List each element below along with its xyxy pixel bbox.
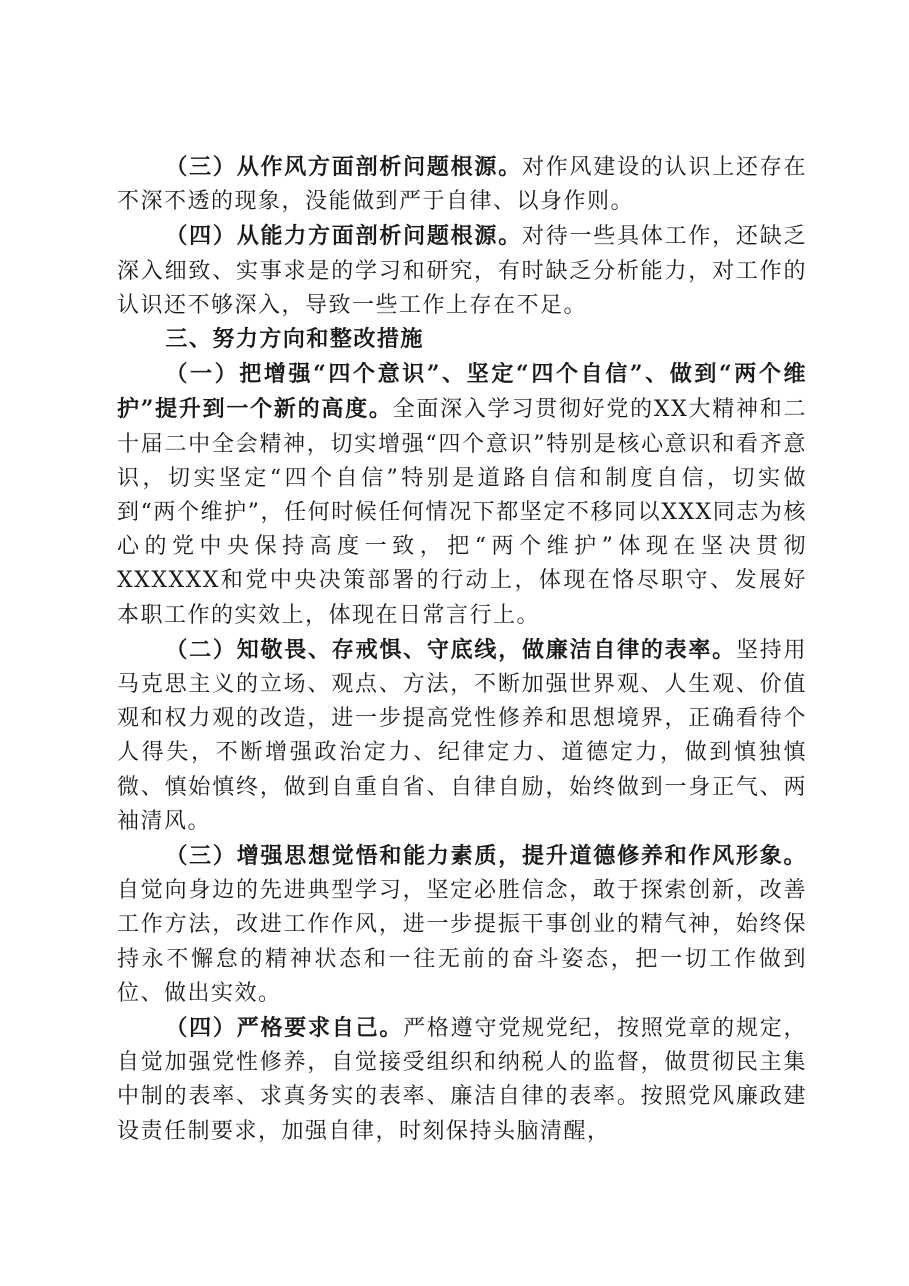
paragraph-style-root-cause xyxy=(117,150,807,219)
paragraph-lead: （一）把增强“四个意识”、坚定“四个自信”、做到“两个维护”提升到一个新的高度。 xyxy=(117,361,807,423)
paragraph-lead: （四）严格要求自己。 xyxy=(165,1015,404,1042)
measure-paragraph-3 xyxy=(117,839,807,1011)
paragraph-text: 坚持用马克思主义的立场、观点、方法，不断加强世界观、人生观、价值观和权力观的改造，进一步提高党性修养和思想境界，正确看待个人得失，不断增强政治定力、纪律定力、道德定力，做到慎独慎微、慎始慎终，做到自重自省、自律自励，始终做到一身正气、两袖清风。 xyxy=(117,637,807,834)
measure-paragraph-4 xyxy=(117,1011,807,1149)
measure-paragraph-2 xyxy=(117,633,807,839)
paragraph-text: 全面深入学习贯彻好党的XX大精神和二十届二中全会精神，切实增强“四个意识”特别是核心意识和看齐意识，切实坚定“四个自信”特别是道路自信和制度自信，切实做到“两个维护”，任何时候任何情况下都坚定不移同以XXX同志为核心的党中央保持高度一致，把“两个维护”体现在坚决贯彻XXXXXX和党中央决策部署的行动上，体现在恪尽职守、发展好本职工作的实效上，体现在日常言行上。 xyxy=(117,397,808,628)
paragraph-ability-root-cause xyxy=(117,219,807,323)
document-body xyxy=(117,150,807,1149)
paragraph-lead: （四）从能力方面剖析问题根源。 xyxy=(165,223,522,250)
paragraph-lead: （三）从作风方面剖析问题根源。 xyxy=(165,154,522,180)
paragraph-text: 严格遵守党规党纪，按照党章的规定，自觉加强党性修养，自觉接受组织和纳税人的监督，做贯彻民主集中制的表率、求真务实的表率、廉洁自律的表率。按照党风廉政建设责任制要求，加强自律，时刻保持头脑清醒， xyxy=(117,1016,807,1144)
paragraph-lead: （三）增强思想觉悟和能力素质，提升道德修养和作风形象。 xyxy=(165,843,807,870)
section-heading: 三、努力方向和整改措施 xyxy=(165,327,424,353)
paragraph-text: 自觉向身边的先进典型学习，坚定必胜信念，敢于探索创新，改善工作方法，改进工作作风，进一步提振干事创业的精气神，始终保持永不懈怠的精神状态和一往无前的奋斗姿态，把一切工作做到位、做出实效。 xyxy=(117,878,807,1006)
paragraph-lead: （二）知敬畏、存戒惧、守底线，做廉洁自律的表率。 xyxy=(165,636,736,663)
paragraph-text: 对待一些具体工作，还缺乏深入细致、实事求是的学习和研究，有时缺乏分析能力，对工作的认识还不够深入，导致一些工作上存在不足。 xyxy=(117,224,807,318)
paragraph-text: 对作风建设的认识上还存在不深不透的现象，没能做到严于自律、以身作则。 xyxy=(117,155,807,215)
measure-paragraph-1 xyxy=(117,357,807,633)
